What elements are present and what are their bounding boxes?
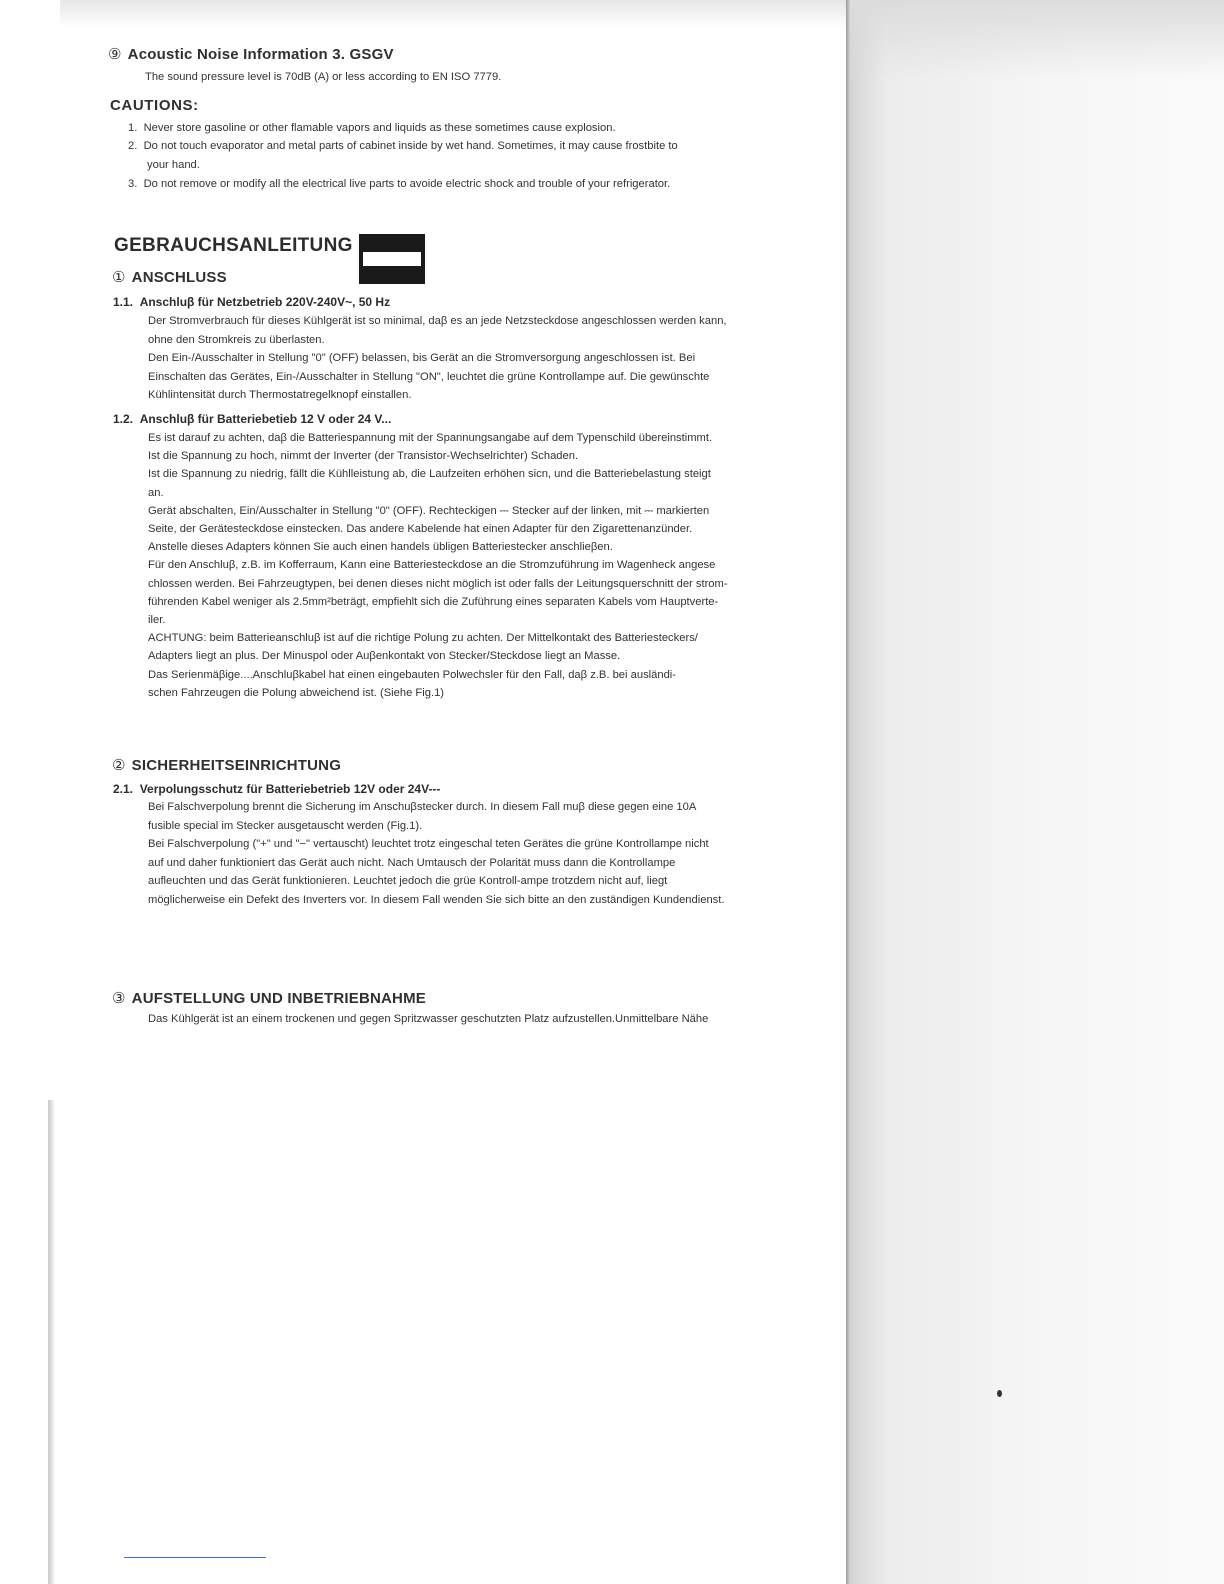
german-flag-icon [359,234,425,284]
subsection-2-1-text: Bei Falschverpolung brennt die Sicherung im Anschuβstecker durch. In diesem Fall muβ diese gegen eine 10A fusible special im Stecker ausgetauscht werden (Fig.1). Bei Falschverpolung ("+" und "−" vertauscht) leuchtet trotz eingeschal teten Gerätes die grüne Kontrollampe nicht auf und daher funktioniert das Gerät auch nicht. Nach Umtausch der Polarität muss dann die Kontrollampe aufleuchten und das Gerät funktionieren. Leuchtet jedoch die grüe Kontroll-ampe trotzdem nicht auf, liegt möglicherweise ein Defekt des Inverters vor. In diesem Fall wenden Sie sich bitte an den zuständigen Kundendienst. [148,801,725,906]
scan-speck [997,1390,1002,1397]
scan-corner-shadow [850,0,1224,80]
aufstellung-text: Das Kühlgerät ist an einem trockenen und gegen Spritzwasser geschutzten Platz aufzustellen.Unmittelbare Nähe [148,1013,709,1025]
subsection-2-1-heading: 2.1. Verpolungsschutz für Batteriebetrieb 12V oder 24V--- [113,782,441,796]
list-item: 3. Do not remove or modify all the electrical live parts to avoide electric shock and trouble of your refrigerator. [128,178,671,190]
scan-edge-shadow [846,0,1224,1584]
footer-rule [124,1557,266,1558]
page-title: GEBRAUCHSANLEITUNG [114,235,353,256]
subsection-1-2-heading: 1.2. Anschluβ für Batteriebetieb 12 V oder 24 V... [113,412,392,426]
section-marker: ⑨ [108,46,122,63]
list-item: 1. Never store gasoline or other flamable vapors and liquids as these sometimes cause explosion. [128,122,616,134]
subsection-1-2-text: Es ist darauf zu achten, daβ die Batteriespannung mit der Spannungsangabe auf dem Typenschild übereinstimmt. Ist die Spannung zu hoch, nimmt der Inverter (der Transistor-Wechselrichter) Schaden. Ist die Spannung zu niedrig, fällt die Kühlleistung ab, die Laufzeiten erhöhen sicn, und die Batteriebelastung steigt an. Gerät abschalten, Ein/Ausschalter in Stellung "0" (OFF). Rechteckigen ⎓ Stecker auf der linken, mit ⎓ markierten Seite, der Gerätesteckdose einstecken. Das andere Kabelende hat einen Adapter für den Zigarettenanzünder. Anstelle dieses Adapters können Sie auch einen handels übligen Batteriestecker anschlieβen. Für den Anschluβ, z.B. im Kofferraum, Kann eine Batteriesteckdose an die Stromzuführung im Wagenheck angese chlossen werden. Bei Fahrzeugtypen, bei denen dieses nicht möglich ist oder falls der Leitungsquerschnitt der strom- führenden Kabel weniger als 2.5mm²beträgt, empfiehlt sich die Zuführung eines separaten Kabels vom Hauptverte- iler. ACHTUNG: beim Batterieanschluβ ist auf die richtige Polung zu achten. Der Mittelkontakt des Batteriesteckers/ Adapters liegt an plus. Der Minuspol oder Auβenkontakt von Stecker/Steckdose liegt an Masse. Das Serienmäβige....Anschluβkabel hat einen eingebauten Polwechsler für den Fall, daβ z.B. bei ausländi- schen Fahrzeugen die Polung abweichend ist. (Siehe Fig.1) [148,432,728,699]
acoustic-heading: ⑨ Acoustic Noise Information 3. GSGV [108,46,394,63]
list-item: 2. Do not touch evaporator and metal parts of cabinet inside by wet hand. Sometimes, it may cause frostbite to [128,140,678,152]
subsection-1-1-heading: 1.1. Anschluβ für Netzbetrieb 220V-240V~, 50 Hz [113,295,391,309]
acoustic-text: The sound pressure level is 70dB (A) or less according to EN ISO 7779. [145,71,502,83]
sicherheit-heading: ② SICHERHEITSEINRICHTUNG [112,757,342,774]
page-shadow-top [60,0,850,28]
anschluss-heading: ① ANSCHLUSS [112,269,227,286]
cautions-heading: CAUTIONS: [110,97,199,114]
list-item-continuation: your hand. [147,159,200,171]
subsection-1-1-text: Der Stromverbrauch für dieses Kühlgerät ist so minimal, daβ es an jede Netzsteckdose angeschlossen werden kann, ohne den Stromkreis zu überlasten. Den Ein-/Ausschalter in Stellung "0" (OFF) belassen, bis Gerät an die Stromversorgung angeschlossen ist. Bei Einschalten das Gerätes, Ein-/Ausschalter in Stellung "ON", leuchtet die grüne Kontrollampe auf. Die gewünschte Kühlintensität durch Thermostatregelknopf einstallen. [148,315,727,402]
aufstellung-heading: ③ AUFSTELLUNG UND INBETRIEBNAHME [112,990,426,1007]
scan-left-edge [48,1100,54,1584]
